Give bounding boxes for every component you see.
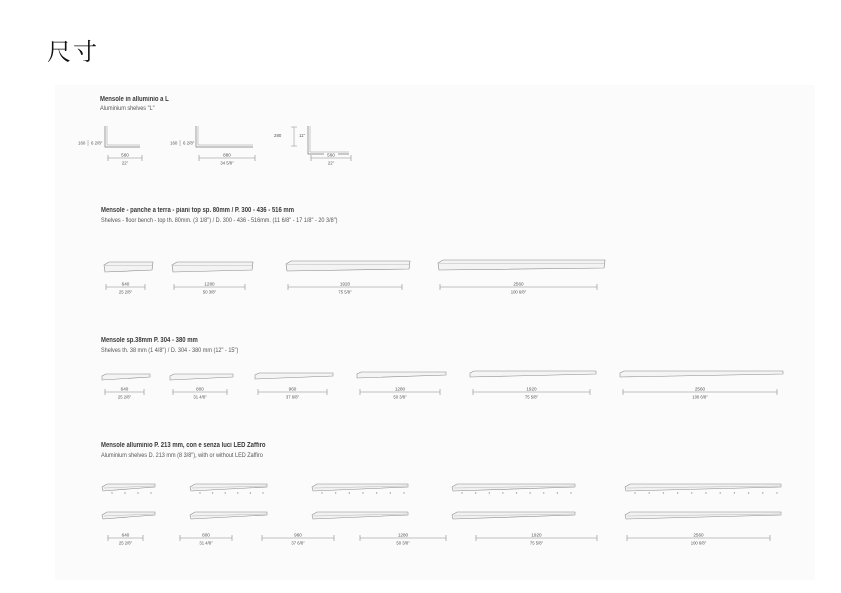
alu-dim-1-dimension	[108, 533, 143, 546]
alu-shelf-5	[625, 512, 781, 519]
bench-4-length-mm: 2560	[513, 281, 524, 287]
alu-shelf-led-3-led-light	[376, 492, 377, 493]
alu-shelf-led-3	[312, 484, 408, 494]
l-shelf-1-dimension	[108, 153, 142, 166]
l-shelf-3-profile-inner	[310, 126, 349, 152]
bench-1-length-mm: 640	[121, 281, 130, 287]
alu-shelf-led-5-led-light	[663, 492, 664, 493]
alu-shelf-led-4-led-light	[475, 492, 476, 493]
l-shelf-3-length-in: 22"	[327, 160, 335, 166]
alu-shelf-led-2-led-light	[212, 492, 213, 493]
section-4-title: Mensole alluminio P. 213 mm, con e senza luci LED Zaffiro	[101, 442, 266, 449]
alu-shelf-led-4-led-light	[502, 492, 503, 493]
shelf-38-1	[102, 374, 150, 380]
l-shelf-1-length-mm: 560	[121, 152, 129, 158]
alu-dim-6-length-mm: 2560	[693, 532, 704, 538]
shelf-38-3-length-mm: 960	[288, 386, 297, 392]
alu-shelf-2-plank	[190, 512, 267, 519]
shelf-38-6-length-mm: 2560	[694, 386, 706, 392]
bench-3	[286, 261, 410, 271]
alu-shelf-4	[452, 512, 575, 519]
alu-shelf-led-4-led-light	[557, 492, 558, 493]
shelf-38-6-plank	[620, 371, 783, 377]
alu-shelf-led-2-plank	[190, 484, 267, 491]
l-shelf-2	[170, 126, 253, 147]
alu-shelf-led-5-led-light	[677, 492, 678, 493]
alu-shelf-led-5-led-light	[748, 492, 749, 493]
alu-shelf-led-3-led-light	[390, 492, 391, 493]
shelf-38-3	[255, 373, 333, 379]
bench-4-length-in: 100 6/8"	[510, 289, 527, 295]
alu-shelf-led-1-led-light	[111, 492, 112, 493]
shelf-38-2-length-in: 31 4/8"	[193, 394, 207, 400]
l-shelf-2-length-mm: 880	[223, 152, 231, 158]
l-shelf-2-profile	[196, 126, 253, 147]
alu-shelf-led-1-led-light	[137, 492, 138, 493]
section-2-subtitle: Shelves - floor bench - top th. 80mm. (3 1/8") / D. 300 - 436 - 516mm. (11 6/8" - 17 1/8" - 20 3/8")	[101, 217, 338, 224]
l-shelf-3-height-mm: 280	[274, 133, 282, 138]
l-shelf-2-profile-inner	[198, 126, 253, 145]
bench-2-length-mm: 1280	[204, 281, 215, 287]
bench-1-dimension	[106, 282, 145, 295]
bench-2-length-in: 50 3/8"	[202, 289, 217, 295]
alu-shelf-led-5-led-light	[649, 492, 650, 493]
l-shelf-1-height-mm: 160	[78, 140, 86, 146]
shelf-38-5	[470, 371, 596, 377]
alu-shelf-led-5-led-light	[720, 492, 721, 493]
l-shelf-3-height-in: 11"	[299, 133, 306, 138]
l-shelf-1	[78, 126, 140, 147]
alu-shelf-led-2-led-light	[199, 492, 200, 493]
bench-2-slab	[172, 262, 253, 272]
l-shelf-1-length-in: 22"	[121, 160, 129, 166]
alu-shelf-led-1-plank	[102, 484, 155, 491]
shelf-38-4-length-in: 50 3/8"	[393, 394, 407, 400]
alu-shelf-led-3-led-light	[349, 492, 350, 493]
section-3-title: Mensole sp.38mm P. 304 - 380 mm	[101, 337, 198, 344]
alu-shelf-led-3-led-light	[321, 492, 322, 493]
alu-shelf-led-3-led-light	[362, 492, 363, 493]
shelf-38-5-length-in: 75 5/8"	[524, 394, 539, 400]
alu-shelf-led-4-led-light	[529, 492, 530, 493]
bench-1-length-in: 25 2/8"	[118, 289, 133, 295]
alu-dim-3-length-in: 37 6/8"	[291, 540, 305, 546]
alu-dim-4-length-in: 50 3/8"	[396, 540, 410, 546]
alu-dim-5-length-in: 75 5/8"	[529, 540, 544, 546]
alu-shelf-led-3-led-light	[403, 492, 404, 493]
alu-shelf-led-5-led-light	[776, 492, 777, 493]
alu-shelf-led-2-led-light	[262, 492, 263, 493]
alu-shelf-led-2-led-light	[225, 492, 226, 493]
alu-dim-2-length-in: 31 4/8"	[199, 540, 213, 546]
alu-dim-6-dimension	[627, 533, 770, 546]
shelf-38-2-plank	[170, 374, 233, 380]
shelf-38-1-dimension	[105, 387, 144, 400]
shelf-38-4-plank	[357, 372, 446, 378]
shelf-38-2-dimension	[173, 387, 227, 400]
bench-3-length-mm: 1920	[339, 281, 351, 287]
alu-shelf-1	[102, 512, 155, 519]
alu-shelf-led-3-plank	[312, 484, 408, 491]
l-shelf-1-profile	[105, 126, 140, 147]
alu-shelf-led-4-led-light	[461, 492, 462, 493]
shelf-38-5-plank	[470, 371, 596, 377]
alu-shelf-3-plank	[312, 512, 408, 519]
shelf-38-1-length-mm: 640	[120, 386, 129, 392]
alu-dim-5-length-mm: 1920	[531, 532, 542, 538]
shelf-38-1-plank	[102, 374, 150, 380]
alu-dim-3-dimension	[262, 533, 334, 546]
shelf-38-6-dimension	[623, 387, 777, 400]
l-shelf-2-length-in: 34 5/8"	[220, 160, 234, 166]
bench-1	[104, 262, 153, 272]
alu-shelf-led-5-plank	[625, 484, 781, 491]
alu-shelf-led-1-led-light	[150, 492, 151, 493]
alu-dim-3-length-mm: 960	[294, 532, 302, 538]
alu-shelf-led-2-led-light	[250, 492, 251, 493]
l-shelf-1-height-in: 6 2/8"	[91, 140, 103, 146]
shelf-38-5-dimension	[473, 387, 590, 400]
bench-3-dimension	[288, 282, 402, 295]
shelf-38-3-plank	[255, 373, 333, 379]
alu-shelf-4-plank	[452, 512, 575, 519]
alu-shelf-led-4-plank	[452, 484, 575, 491]
section-1-title: Mensole in alluminio a L	[100, 96, 169, 103]
l-shelf-2-dimension	[199, 153, 255, 166]
l-shelf-2-height-in: 6 2/8"	[183, 140, 195, 146]
section-1-subtitle: Aluminium shelves "L"	[100, 105, 155, 112]
alu-shelf-led-1	[102, 484, 155, 494]
bench-4-dimension	[440, 282, 597, 295]
l-shelf-3-profile	[308, 126, 349, 154]
shelf-38-4-dimension	[360, 387, 440, 400]
alu-shelf-3	[312, 512, 408, 519]
l-shelf-3-dimension	[311, 153, 351, 166]
alu-shelf-led-1-led-light	[124, 492, 125, 493]
alu-shelf-led-4-led-light	[543, 492, 544, 493]
alu-dim-2-dimension	[180, 533, 232, 546]
shelf-38-4	[357, 372, 446, 378]
l-shelf-3-length-mm: 560	[327, 152, 335, 158]
alu-shelf-led-5	[625, 484, 781, 494]
alu-shelf-led-3-led-light	[335, 492, 336, 493]
alu-shelf-led-5-led-light	[691, 492, 692, 493]
alu-shelf-led-4-led-light	[489, 492, 490, 493]
shelf-38-3-dimension	[258, 387, 327, 400]
l-shelf-3	[274, 126, 349, 154]
section-3-subtitle: Shelves th. 38 mm (1 4/8") / D. 304 - 380 mm (12" - 15")	[101, 347, 239, 354]
bench-2-dimension	[174, 282, 245, 295]
alu-shelf-led-5-led-light	[634, 492, 635, 493]
l-shelf-1-profile-inner	[107, 126, 140, 145]
bench-3-length-in: 75 5/8"	[338, 289, 352, 295]
bench-1-slab	[104, 262, 153, 272]
page-title: 尺寸	[47, 38, 99, 66]
alu-shelf-led-4-led-light	[570, 492, 571, 493]
alu-dim-6-length-in: 100 6/8"	[690, 540, 707, 546]
alu-shelf-led-2	[190, 484, 267, 494]
shelf-38-4-length-mm: 1280	[394, 386, 406, 392]
alu-dim-4-dimension	[360, 533, 446, 546]
shelf-38-2-length-mm: 800	[196, 386, 204, 392]
shelf-38-2	[170, 374, 233, 380]
shelf-38-6	[620, 371, 783, 377]
alu-shelf-led-5-led-light	[762, 492, 763, 493]
bench-3-slab	[286, 261, 410, 271]
section-4-subtitle: Aluminium shelves D. 213 mm (8 3/8"), with or without LED Zaffiro	[101, 452, 263, 459]
alu-dim-5-dimension	[476, 533, 597, 546]
alu-dim-1-length-mm: 640	[121, 532, 130, 538]
shelf-38-1-length-in: 25 2/8"	[117, 394, 132, 400]
alu-shelf-led-2-led-light	[237, 492, 238, 493]
alu-dim-2-length-mm: 800	[202, 532, 210, 538]
alu-shelf-1-plank	[102, 512, 155, 519]
shelf-38-5-length-mm: 1920	[526, 386, 537, 392]
alu-shelf-led-4-led-light	[516, 492, 517, 493]
alu-shelf-led-5-led-light	[734, 492, 735, 493]
shelf-38-6-length-in: 100 6/8"	[692, 394, 708, 400]
alu-shelf-5-plank	[625, 512, 781, 519]
alu-shelf-2	[190, 512, 267, 519]
alu-shelf-led-5-led-light	[705, 492, 706, 493]
bench-2	[172, 262, 253, 272]
alu-dim-1-length-in: 25 2/8"	[118, 540, 133, 546]
alu-shelf-led-4	[452, 484, 575, 494]
bench-4-slab	[438, 260, 605, 270]
section-2-title: Mensole - panche a terra - piani top sp. 80mm / P. 300 - 436 - 516 mm	[101, 207, 295, 214]
bench-4	[438, 260, 605, 270]
l-shelf-2-height-mm: 160	[170, 140, 178, 146]
alu-dim-4-length-mm: 1280	[397, 532, 409, 538]
shelf-38-3-length-in: 37 6/8"	[285, 394, 300, 400]
